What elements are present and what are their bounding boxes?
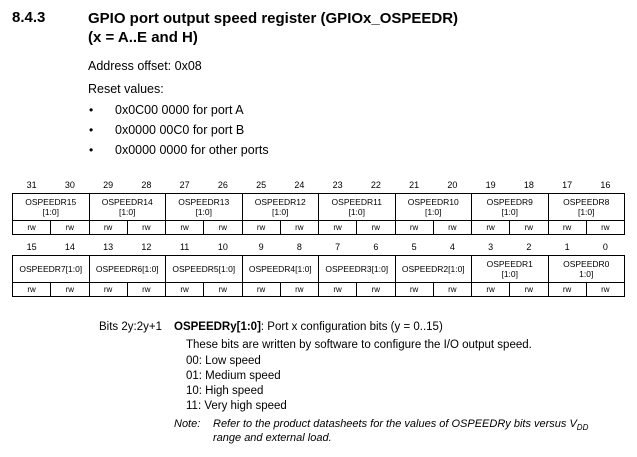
register-field: OSPEEDR6[1:0] <box>89 256 166 283</box>
speed-option: 10: High speed <box>186 385 264 397</box>
bit-field-summary: : Port x configuration bits (y = 0..15) <box>260 321 443 333</box>
field-name-row <box>13 194 625 221</box>
bit-number: 3 <box>488 241 494 252</box>
speed-option: 11: Very high speed <box>186 400 287 412</box>
access-cell: rw <box>586 221 624 235</box>
reset-values-label: Reset values: <box>88 82 164 96</box>
access-cell: rw <box>280 283 318 297</box>
bit-number: 26 <box>217 179 228 190</box>
reset-value-item: 0x0C00 0000 for port A <box>115 103 244 117</box>
bit-number: 25 <box>256 179 267 190</box>
access-cell: rw <box>472 283 510 297</box>
bit-number: 28 <box>141 179 152 190</box>
bit-range-label: Bits 2y:2y+1 <box>99 321 162 333</box>
bullet-icon: • <box>89 123 94 137</box>
access-cell: rw <box>510 283 548 297</box>
access-cell: rw <box>472 221 510 235</box>
access-cell: rw <box>204 283 242 297</box>
register-field: OSPEEDR1 [1:0] <box>472 256 549 283</box>
note-text: Refer to the product datasheets for the values of OSPEEDRy bits versus $V_{DD}$ range and external load. <box>213 418 589 445</box>
bit-number: 4 <box>449 241 455 252</box>
bit-number: 12 <box>141 241 152 252</box>
register-table-upper <box>12 176 625 235</box>
access-cell: rw <box>13 221 51 235</box>
section-number: 8.4.3 <box>12 9 46 26</box>
register-field: OSPEEDR12 [1:0] <box>242 194 319 221</box>
access-cell: rw <box>51 221 89 235</box>
reset-value-item: 0x0000 0000 for other ports <box>115 143 269 157</box>
access-cell: rw <box>242 283 280 297</box>
access-cell: rw <box>89 221 127 235</box>
access-cell: rw <box>319 221 357 235</box>
register-field: OSPEEDR13 [1:0] <box>166 194 243 221</box>
access-cell: rw <box>548 283 586 297</box>
register-field: OSPEEDR11 [1:0] <box>319 194 396 221</box>
bit-number: 14 <box>64 241 75 252</box>
bit-number: 16 <box>600 179 611 190</box>
register-field: OSPEEDR9 [1:0] <box>472 194 549 221</box>
field-name-row <box>13 256 625 283</box>
access-cell: rw <box>166 283 204 297</box>
note-label: Note: <box>174 418 201 430</box>
access-cell: rw <box>395 221 433 235</box>
section-title <box>88 9 588 47</box>
access-cell: rw <box>242 221 280 235</box>
bit-number: 31 <box>26 179 37 190</box>
bit-number: 2 <box>526 241 532 252</box>
bit-number: 17 <box>562 179 573 190</box>
access-cell: rw <box>395 283 433 297</box>
bit-number: 22 <box>370 179 381 190</box>
bit-number: 11 <box>179 241 190 252</box>
bit-number: 21 <box>409 179 420 190</box>
bit-field-heading <box>174 321 443 333</box>
bit-number: 30 <box>64 179 75 190</box>
register-field: OSPEEDR8 [1:0] <box>548 194 625 221</box>
section-title-line1: GPIO port output speed register (GPIOx_OSPEEDR) <box>88 10 459 27</box>
access-cell: rw <box>13 283 51 297</box>
bit-field-name: OSPEEDRy[1:0] <box>174 321 261 333</box>
register-field: OSPEEDR3[1:0] <box>319 256 396 283</box>
access-cell: rw <box>357 221 395 235</box>
access-cell: rw <box>433 221 471 235</box>
bit-number: 7 <box>335 241 341 252</box>
bit-number: 8 <box>296 241 302 252</box>
register-field: OSPEEDR4[1:0] <box>242 256 319 283</box>
bit-number: 18 <box>523 179 534 190</box>
bullet-icon: • <box>89 143 94 157</box>
bit-number: 10 <box>217 241 228 252</box>
register-field: OSPEEDR15 [1:0] <box>13 194 90 221</box>
access-cell: rw <box>510 221 548 235</box>
bit-number: 20 <box>447 179 458 190</box>
bit-number-row <box>13 176 625 194</box>
access-cell: rw <box>89 283 127 297</box>
vdd-subscript: DD <box>576 423 589 433</box>
access-cell: rw <box>280 221 318 235</box>
bit-number: 27 <box>179 179 190 190</box>
bit-number: 1 <box>564 241 570 252</box>
access-cell: rw <box>166 221 204 235</box>
bit-number: 29 <box>103 179 114 190</box>
access-cell: rw <box>319 283 357 297</box>
access-cell: rw <box>51 283 89 297</box>
bit-number: 6 <box>373 241 379 252</box>
bullet-icon: • <box>89 103 94 117</box>
bit-field-description: These bits are written by software to configure the I/O output speed. <box>186 339 532 351</box>
bit-number: 19 <box>485 179 496 190</box>
bit-number: 9 <box>258 241 264 252</box>
bit-number: 15 <box>26 241 37 252</box>
bit-number: 23 <box>332 179 343 190</box>
access-row <box>13 221 625 235</box>
access-cell: rw <box>127 221 165 235</box>
register-table-lower <box>12 238 625 297</box>
access-cell: rw <box>586 283 624 297</box>
access-cell: rw <box>204 221 242 235</box>
register-field: OSPEEDR7[1:0] <box>13 256 90 283</box>
register-field: OSPEEDR10 [1:0] <box>395 194 472 221</box>
bit-number: 13 <box>103 241 114 252</box>
register-field: OSPEEDR2[1:0] <box>395 256 472 283</box>
bit-number: 24 <box>294 179 305 190</box>
register-field: OSPEEDR14 [1:0] <box>89 194 166 221</box>
reset-value-item: 0x0000 00C0 for port B <box>115 123 245 137</box>
register-field: OSPEEDR5[1:0] <box>166 256 243 283</box>
access-cell: rw <box>127 283 165 297</box>
access-cell: rw <box>433 283 471 297</box>
address-offset: Address offset: 0x08 <box>88 59 202 73</box>
bit-number: 0 <box>602 241 608 252</box>
speed-option: 00: Low speed <box>186 355 261 367</box>
bit-number: 5 <box>411 241 417 252</box>
bit-number-row <box>13 238 625 256</box>
register-field: OSPEEDR0 1:0] <box>548 256 625 283</box>
speed-option: 01: Medium speed <box>186 370 281 382</box>
access-cell: rw <box>357 283 395 297</box>
access-cell: rw <box>548 221 586 235</box>
section-title-line2: (x = A..E and H) <box>88 29 198 46</box>
access-row <box>13 283 625 297</box>
